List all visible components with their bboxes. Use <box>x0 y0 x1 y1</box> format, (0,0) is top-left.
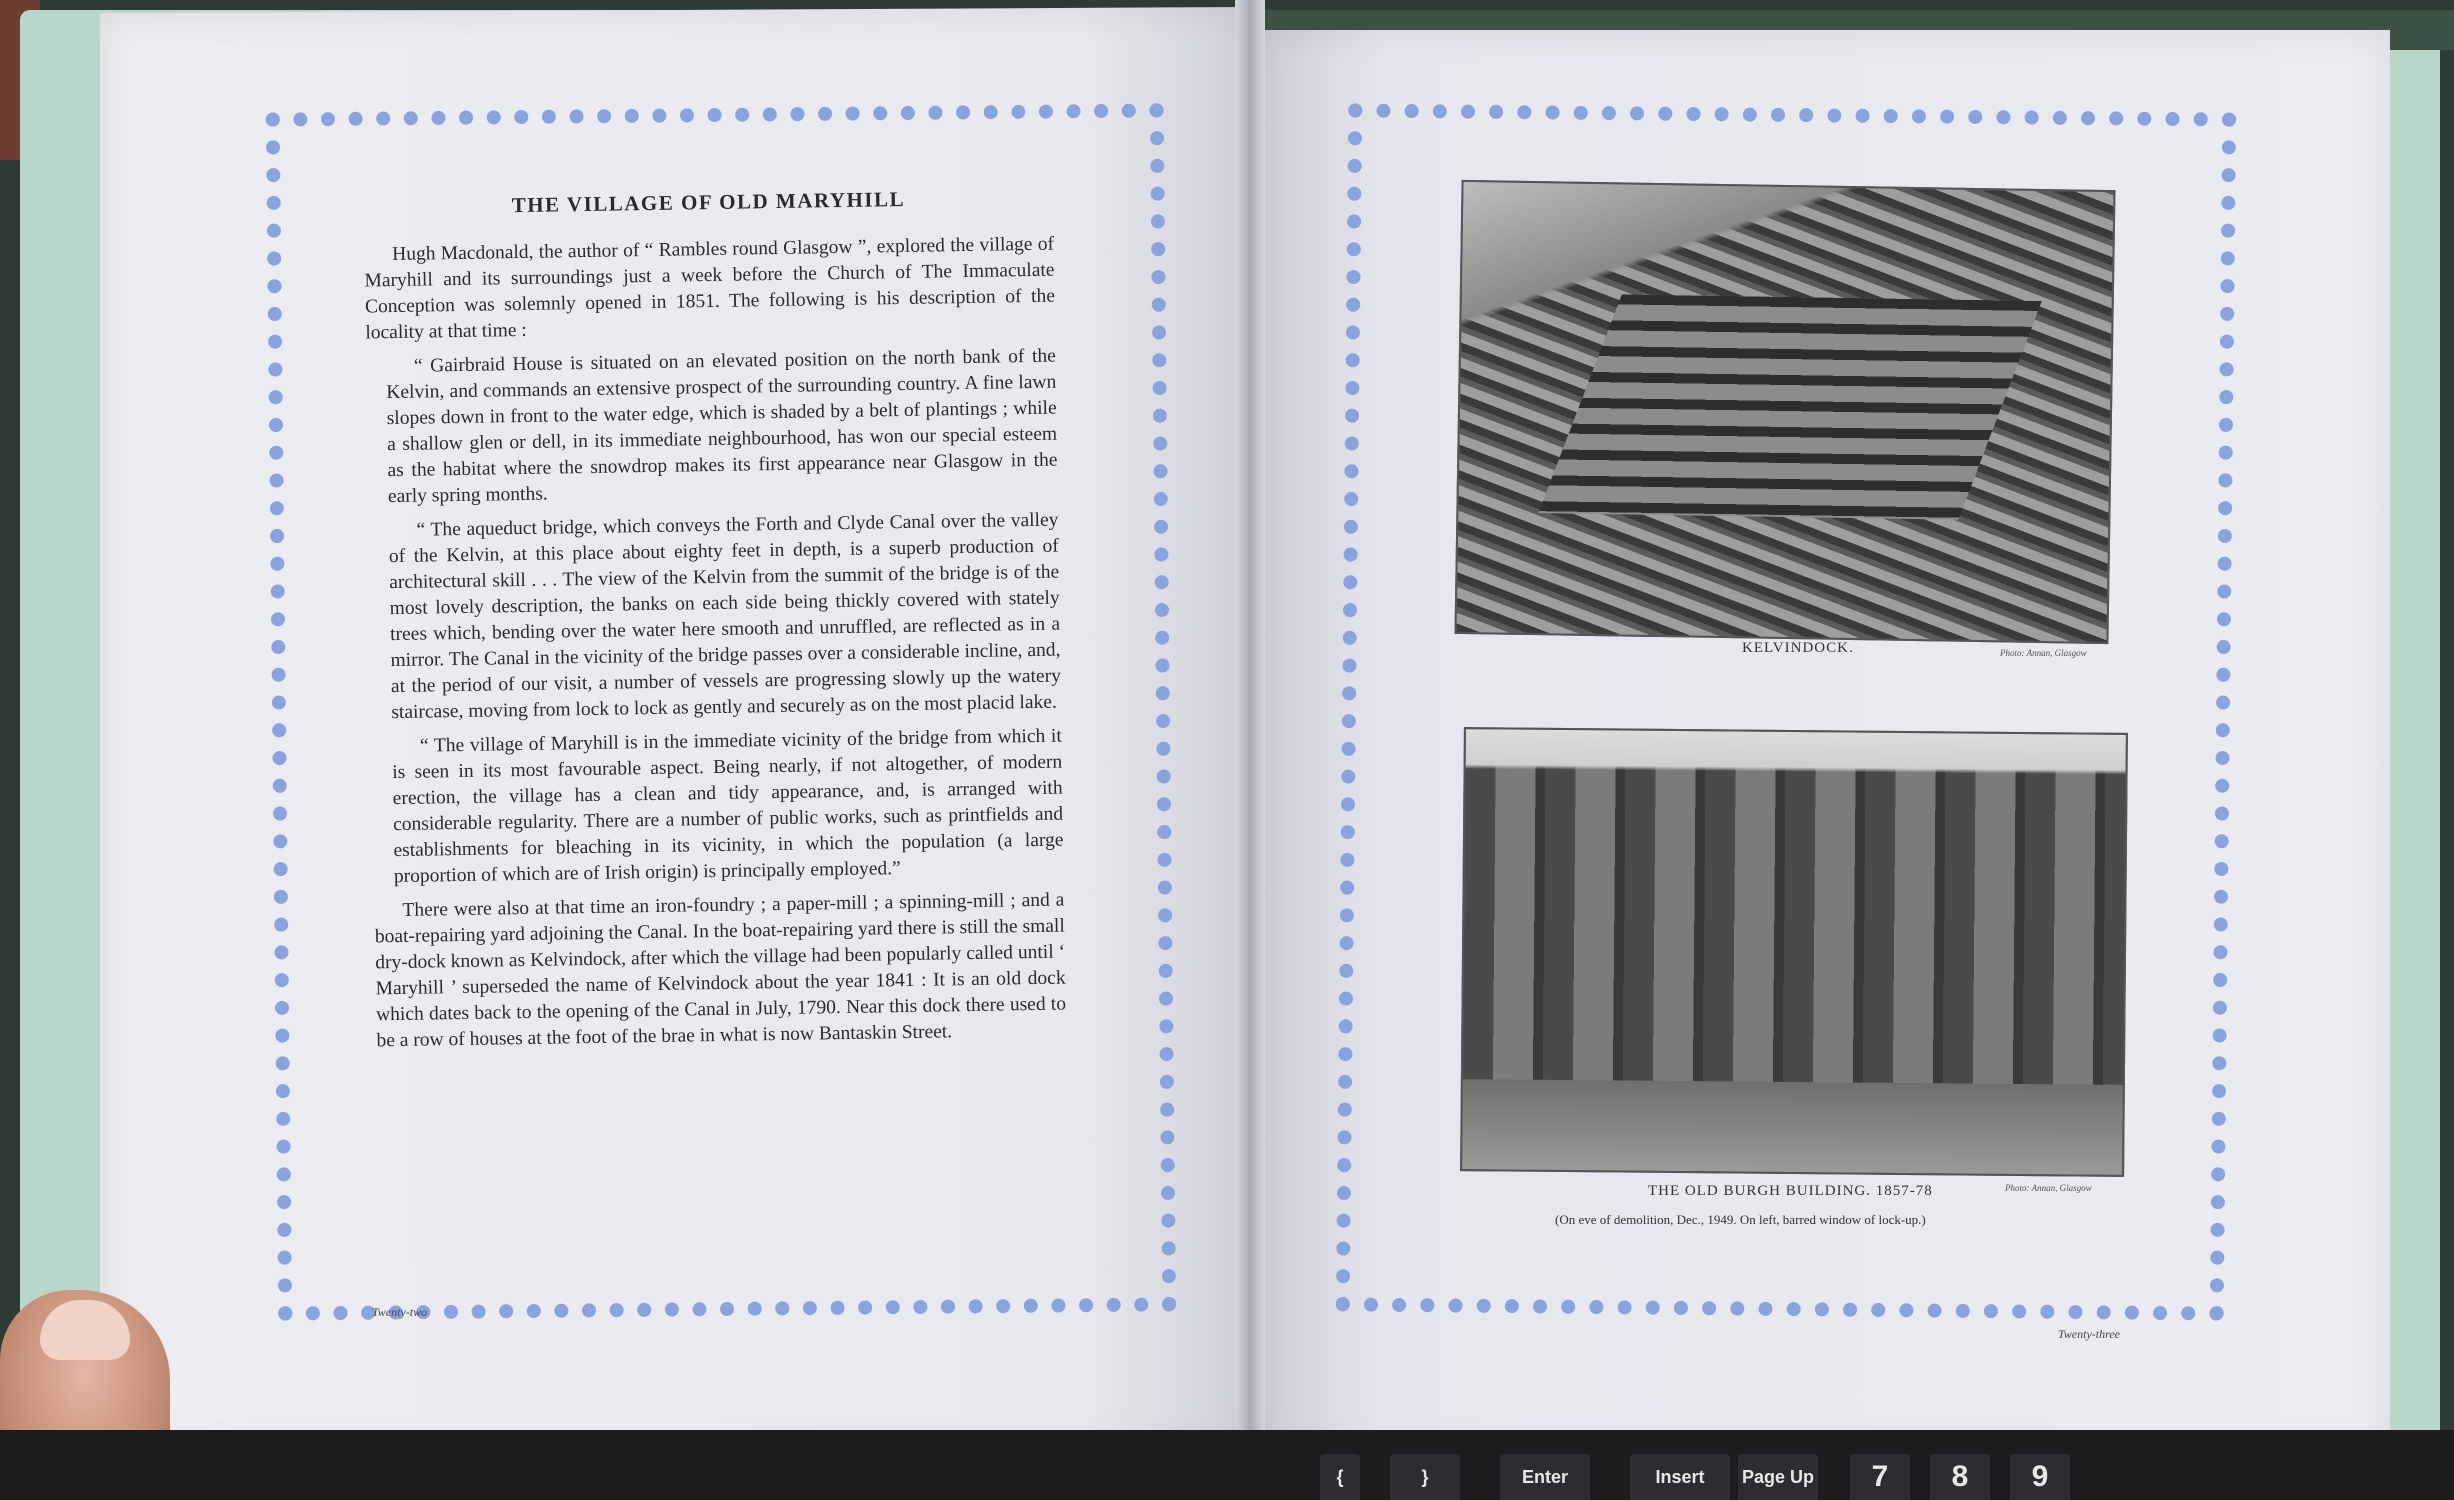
paragraph-3: “ The aqueduct bridge, which conveys the Forth and Clyde Canal over the valley of the Kelvin, at this place about eighty feet in depth, is a superb production of architectural skill . . . The view of the Kelvin from the summit of the bridge is of the most lovely description, the banks on each side being thickly covered with stately trees which, bending over the water here smooth and unruffled, are reflected as in a mirror. The Canal in the vicinity of the bridge passes over a considerable incline, and, at the period of our visit, a number of vessels are progressing slowly up the watery staircase, moving from lock to lock as gently and securely as on the most placid lake. <box>388 509 1062 724</box>
key-9[interactable]: 9 <box>2010 1454 2070 1500</box>
key-insert[interactable]: Insert <box>1630 1454 1730 1500</box>
street-shape <box>1462 1079 2123 1175</box>
key-enter[interactable]: Enter <box>1500 1454 1590 1500</box>
right-folio: Twenty-three <box>2058 1327 2120 1341</box>
dock-shape <box>1538 294 2041 519</box>
paragraph-2: “ Gairbraid House is situated on an elevated position on the north bank of the Kelvin, and commands an extensive prospect of the surrounding country. A fine lawn slopes down in front to the water edge, which is shaded by a belt of plantings ; while a shallow glen or dell, in its immediate neighbourhood, has won our special esteem as the habitat where the snowdrop makes its first appearance near Glasgow in the early spring months. <box>386 345 1058 508</box>
photo2-subcaption: (On eve of demolition, Dec., 1949. On left, barred window of lock-up.) <box>1555 1212 1926 1227</box>
photo2-credit: Photo: Annan, Glasgow <box>2005 1183 2092 1193</box>
keyboard <box>0 1430 2454 1500</box>
photo2-caption: THE OLD BURGH BUILDING. 1857-78 <box>1648 1183 1933 1199</box>
key-brace-open[interactable]: { <box>1320 1454 1360 1500</box>
key-8[interactable]: 8 <box>1930 1454 1990 1500</box>
chapter-title: THE VILLAGE OF OLD MARYHILL <box>511 186 906 218</box>
left-text-block <box>363 185 1067 1063</box>
photo1-credit: Photo: Annan, Glasgow <box>2000 648 2087 658</box>
paragraph-1: Hugh Macdonald, the author of “ Rambles round Glasgow ”, explored the village of Maryhill and its surroundings just a week before the Church of The Immaculate Conception was solemnly opened in 1851. The following is his description of the locality at that time : <box>364 233 1056 344</box>
key-page-up[interactable]: Page Up <box>1738 1454 1818 1500</box>
key-brace-close[interactable]: } <box>1390 1454 1460 1500</box>
photo1-caption: KELVINDOCK. <box>1742 640 1854 656</box>
left-folio: Twenty-two <box>372 1305 428 1319</box>
key-7[interactable]: 7 <box>1850 1454 1910 1500</box>
book-gutter <box>1235 0 1265 1460</box>
old-burgh-building-photo <box>1460 727 2128 1177</box>
kelvindock-photo <box>1454 180 2115 644</box>
paragraph-5: There were also at that time an iron-foundry ; a paper-mill ; a spinning-mill ; and a boat-repairing yard adjoining the Canal. In the boat-repairing yard there is still the small dry-dock known as Kelvindock, after which the village had been popularly called until ‘ Maryhill ’ superseded the name of Kelvindock about the year 1841 : It is an old dock which dates back to the opening of the Canal in July, 1790. Near this dock there used to be a row of houses at the foot of the brae in what is now Bantaskin Street. <box>374 889 1067 1052</box>
paragraph-4: “ The village of Maryhill is in the immediate vicinity of the bridge from which it is seen in its most favourable aspect. Being nearly, if not altogether, of modern erection, the village has a clean and tidy appearance, and, is arranged with considerable regularity. There are a number of public works, such as printfields and establishments for bleaching in its vicinity, in which the population (a large proportion of which are of Irish origin) is principally employed.” <box>392 725 1064 888</box>
